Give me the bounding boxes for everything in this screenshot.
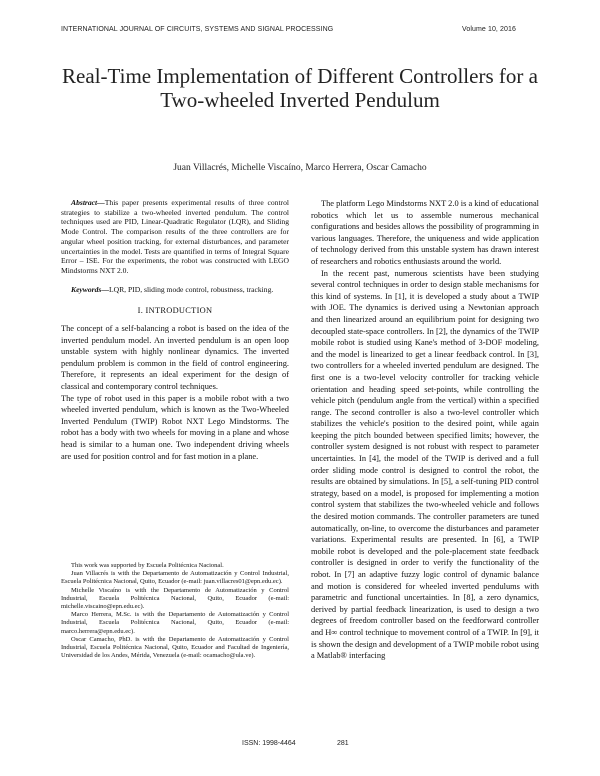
footnote-author-1: Juan Villacrés is with the Departamento de Automatización y Control Industrial, Escuela Politécnica Nacional, Quito, Ecuador (e-mail: juan.villacres01@epn.edu.ec). bbox=[61, 570, 289, 586]
abstract-text: This paper presents experimental results of three control strategies to stabilize a two-wheeled inverted pendulum. The control techniques used are PID, Linear-Quadratic Regulator (LQR), and Sliding Mode Control. The comparison results of the three controllers are for angular wheel position tracking, for external disturbances, and parameter uncertainties in the model. Tests are quantified in terms of Integral Square Error – ISE. For the experiments, the robot was constructed with LEGO Mindstorms NXT 2.0. bbox=[61, 198, 289, 275]
abstract bbox=[61, 198, 289, 276]
right-paragraph-1: The platform Lego Mindstorms NXT 2.0 is a kind of educational robotics which let us to assemble numerous mechanical configurations and besides allows the possibility of programming in various languages. Therefore, the uniqueness and wide application of technology derived from this unstable system has drawn interest of researchers and robotics enthusiasts around the world. bbox=[311, 199, 539, 266]
right-paragraph-2: In the recent past, numerous scientists have been studying several control techniques in order to design stable mechanisms for this kind of systems. In [1], it is developed a study about a TWIP with JOE. The dynamics is derived using a Newtonian approach and then linearized around an equilibrium point for designing two decoupled state-space controllers. In [2], the dynamics of the TWIP mobile robot is studied using Kane's method of 3-DOF modeling, and the model is linearized to get a linear feedback control. In [3], two controllers for a wheeled inverted pendulum are designed. The first one is a two-level velocity controller for tracking vehicle orientation and heading speed set-points, while controlling the vehicle pitch (pendulum angle from the vertical) within a specified range. The second controller is also a two-level controller which stabilizes the vehicle's position to the desired point, while again keeping the pitch bounded between specified limits; however, the controller system designed is not robust with respect to parameter uncertainties. In [4], the model of the TWIP is derived and a full order sliding mode control is designed to control the robot, the results are obtained by simulations. In [5], a self-tuning PID control strategy, based on a model, is proposed for implementing a motion control system that stabilizes the two-wheeled vehicle and follows the desired motion commands. The controller parameters are tuned automatically, on-line, to overcome the disturbances and parameter variations. Experimental results are presented. In [6], a TWIP mobile robot is developed and the pole-placement state feedback controller is designed in order to verify the functionality of the robot. In [7] an adaptive fuzzy logic control of dynamic balance and motion is considered for wheeled inverted pendulums with parametric and functional uncertainties. In [8], a zero dynamics, derived by partial feedback linearization, is used to design a two degrees of freedom controller based on the feedforward controller and H∞ control technique to movement control of a TWIP. In [9], it is shown the design and development of a TWIP mobile robot using a Matlab® interfacing bbox=[311, 268, 539, 661]
left-column bbox=[61, 198, 289, 462]
right-column bbox=[311, 198, 539, 662]
paper-title: Real-Time Implementation of Different Controllers for a Two-wheeled Inverted Pendulum bbox=[62, 64, 538, 112]
issn-footer: ISSN: 1998-4464 bbox=[242, 740, 296, 747]
keywords bbox=[61, 285, 289, 295]
footnote-author-3: Marco Herrera, M.Sc. is with the Departamento de Automatización y Control Industrial, Escuela Politécnica Nacional, Quito, Ecuador (e-mail: marco.herrera@epn.edu.ec). bbox=[61, 611, 289, 635]
intro-paragraph-1: The concept of a self-balancing a robot is based on the idea of the inverted pendulum model. An inverted pendulum is an open loop unstable system with highly nonlinear dynamics. The inverted pendulum problem is common in the field of control engineering. Therefore, it represents an ideal experiment for the design of classical and contemporary control techniques. bbox=[61, 324, 289, 391]
page-number: 281 bbox=[337, 740, 349, 747]
keywords-text: LQR, PID, sliding mode control, robustness, tracking. bbox=[108, 284, 274, 294]
footnotes bbox=[61, 562, 289, 660]
abstract-dash: — bbox=[97, 198, 105, 207]
intro-paragraph-2: The type of robot used in this paper is a mobile robot with a two wheeled inverted pendulum, which is known as the Two-Wheeled Inverted Pendulum (TWIP) Robot NXT Lego Mindstorms. The robot has a body with two wheels for moving in a plane and whose head is similar to a human one. Two independent driving wheels are used for position control and for fast motion in a plane. bbox=[61, 393, 289, 461]
keywords-dash: — bbox=[101, 284, 109, 294]
volume-header: Volume 10, 2016 bbox=[461, 26, 516, 33]
section-heading-introduction: I. INTRODUCTION bbox=[137, 306, 213, 316]
journal-header: INTERNATIONAL JOURNAL OF CIRCUITS, SYSTEMS AND SIGNAL PROCESSING bbox=[61, 26, 334, 33]
keywords-label: Keywords bbox=[71, 284, 102, 294]
footnote-author-4: Oscar Camacho, PhD. is with the Departamento de Automatización y Control Industrial, Escuela Politécnica Nacional, Quito, Ecuador and Facultad de Ingeniería, Universidad de los Andes, Mérida, Venezuela (e-mail: ocamacho@ula.ve). bbox=[61, 635, 289, 660]
author-list: Juan Villacrés, Michelle Viscaíno, Marco Herrera, Oscar Camacho bbox=[173, 163, 427, 173]
footnote-funding: This work was supported by Escuela Politécnica Nacional. bbox=[71, 562, 224, 569]
footnote-author-2: Michelle Viscaíno is with the Departamento de Automatización y Control Industrial, Escuela Politécnica Nacional, Quito, Ecuador (e-mail: michelle.viscaino@epn.edu.ec). bbox=[61, 586, 289, 611]
abstract-label: Abstract bbox=[71, 198, 98, 207]
